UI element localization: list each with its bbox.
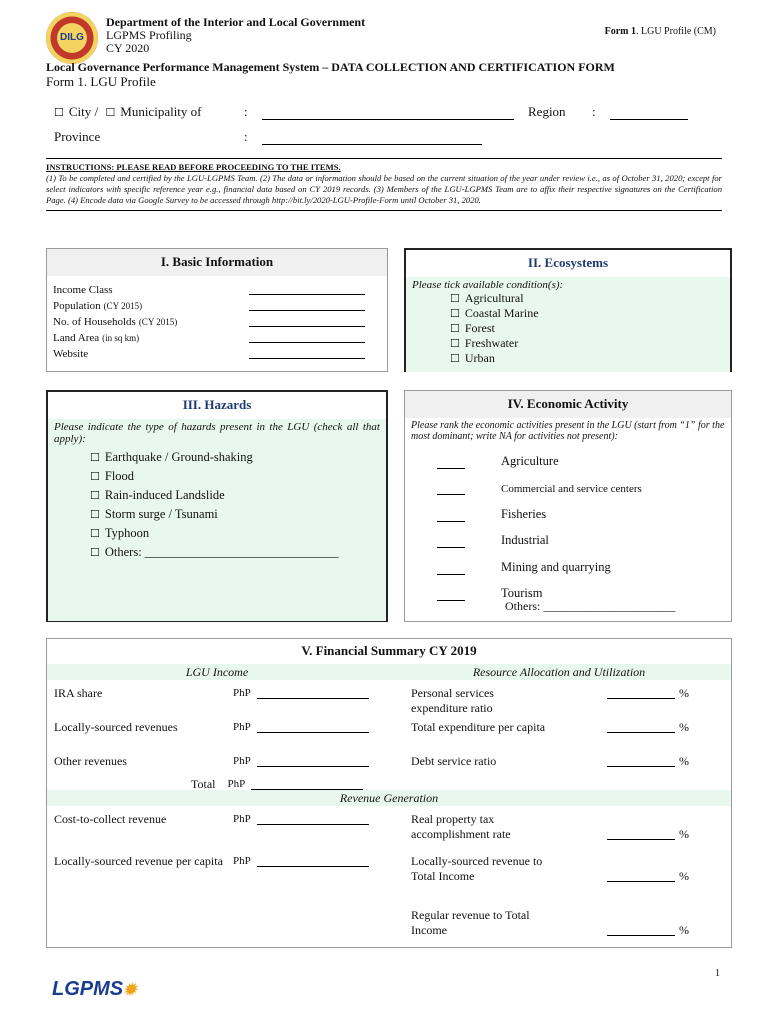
allocation-heading: Resource Allocation and Utilization	[387, 664, 731, 680]
financial-top-rows	[47, 680, 731, 790]
hazard-option[interactable]: ☐ Flood	[90, 469, 135, 483]
allocation-label: Total expenditure per capita	[411, 720, 546, 734]
economic-activity-row: Mining and quarrying	[411, 548, 725, 575]
php-field[interactable]: PhP	[233, 812, 369, 827]
basic-info-section	[46, 248, 388, 372]
instructions-body: (1) To be completed and certified by the LGU-LGPMS Team. (2) The data or information should be based on the current situation of the year under review i.e., as of October 31, 2020; except for select indicators with specific reference year e.g., financial data based on CY 2019 records. (3) Members of the LGU-LGPMS Team are to affix their respective signatures on the Certification Page. (4) Encode data via Google Survey to be accessed through http://bit.ly/2020-LGU-Profile-Form until October 31, 2020.	[46, 173, 722, 205]
region-input[interactable]	[610, 108, 688, 120]
colon: :	[244, 129, 248, 144]
economic-activity-row: Fisheries	[411, 495, 725, 522]
checkbox-icon[interactable]: ☐	[90, 546, 100, 559]
revenue-ratio-label: Regular revenue to Total Income	[411, 908, 530, 937]
ecosystems-section	[404, 248, 732, 372]
field-label: Website	[53, 348, 89, 360]
hazards-options	[54, 448, 380, 562]
hazard-option[interactable]: ☐ Earthquake / Ground-shaking	[90, 450, 253, 464]
revenue-ratio-label: Locally-sourced revenue to Total Income	[411, 854, 543, 883]
basic-info-row	[53, 314, 387, 330]
section-title: IV. Economic Activity	[405, 391, 731, 418]
hazard-option[interactable]: ☐ Others: _______________________________	[90, 545, 339, 559]
ecosystems-instruction: Please tick available condition(s):	[412, 279, 564, 291]
form-tag: Form 1. LGU Profile (CM)	[604, 26, 716, 37]
section-title: II. Ecosystems	[406, 250, 730, 277]
ecosystem-option[interactable]: ☐ Coastal Marine	[450, 306, 539, 320]
checkbox-icon[interactable]: ☐	[90, 527, 100, 540]
rank-input[interactable]	[437, 589, 465, 601]
seal-text: DILG	[60, 32, 84, 43]
economic-instruction: Please rank the economic activities present in the LGU (start from “1” for the most dominant; write NA for activities not present):	[411, 420, 725, 442]
section-title: I. Basic Information	[47, 249, 387, 276]
rank-input[interactable]	[437, 563, 465, 575]
instructions-heading: INSTRUCTIONS: PLEASE READ BEFORE PROCEEDING TO THE ITEMS.	[46, 162, 341, 172]
section-title: III. Hazards	[48, 392, 386, 419]
profiling-label: LGPMS Profiling	[106, 28, 192, 42]
ecosystem-option[interactable]: ☐ Urban	[450, 351, 495, 365]
allocation-label: Personal services expenditure ratio	[411, 686, 494, 715]
rank-input[interactable]	[437, 483, 465, 495]
department-name: Department of the Interior and Local Government	[106, 15, 366, 29]
hazard-option[interactable]: ☐ Typhoon	[90, 526, 150, 540]
percent-field[interactable]: %	[607, 923, 689, 938]
page-number: 1	[715, 968, 720, 979]
checkbox-icon[interactable]: ☐	[90, 470, 100, 483]
revenue-label: Locally-sourced revenue per capita	[54, 854, 223, 868]
ecosystem-option[interactable]: ☐ Forest	[450, 321, 495, 335]
checkbox-icon[interactable]: ☐	[90, 489, 100, 502]
header-block	[106, 16, 365, 55]
form-title: Form 1. LGU Profile	[46, 74, 156, 89]
php-field[interactable]: PhP	[233, 720, 369, 735]
hazards-instruction: Please indicate the type of hazards present in the LGU (check all that apply):	[54, 421, 380, 445]
economic-activity-row: Agriculture	[411, 442, 725, 469]
percent-field[interactable]: %	[607, 827, 689, 842]
colon: :	[592, 104, 596, 119]
basic-info-row	[53, 346, 387, 362]
sun-icon: ✹	[123, 982, 137, 999]
municipality-checkbox[interactable]: ☐	[105, 106, 116, 119]
field-label: Income Class	[53, 284, 113, 296]
instructions	[46, 158, 722, 211]
city-checkbox[interactable]: ☐	[54, 106, 64, 119]
checkbox-icon[interactable]: ☐	[90, 508, 100, 521]
field-label: Land Area (in sq km)	[53, 332, 140, 344]
field-input[interactable]	[249, 282, 365, 295]
basic-info-row	[53, 330, 387, 346]
economic-activities	[411, 442, 725, 601]
checkbox-icon[interactable]: ☐	[450, 337, 460, 350]
system-title: Local Governance Performance Management System – DATA COLLECTION AND CERTIFICATION FORM	[46, 60, 615, 74]
rank-input[interactable]	[437, 536, 465, 548]
hazard-option[interactable]: ☐ Storm surge / Tsunami	[90, 507, 218, 521]
php-field[interactable]: PhP	[233, 686, 369, 701]
section-title: V. Financial Summary CY 2019	[301, 643, 477, 658]
rank-input[interactable]	[437, 510, 465, 522]
field-input[interactable]	[249, 346, 365, 359]
field-input[interactable]	[249, 314, 365, 327]
income-label: Other revenues	[54, 754, 127, 768]
total-row[interactable]: Total PhP	[191, 777, 363, 792]
ecosystems-options	[412, 291, 724, 366]
percent-field[interactable]: %	[607, 869, 689, 884]
allocation-label: Debt service ratio	[411, 754, 497, 768]
dilg-seal	[46, 12, 98, 64]
checkbox-icon[interactable]: ☐	[90, 451, 100, 464]
percent-field[interactable]: %	[607, 720, 689, 735]
city-municipality-row: ☐ City / ☐ Municipality of	[54, 104, 202, 119]
colon: :	[244, 104, 248, 119]
hazards-section	[46, 390, 388, 622]
year-label: CY 2020	[106, 41, 150, 55]
field-label: Population (CY 2015)	[53, 300, 143, 312]
basic-info-fields	[47, 276, 387, 362]
economic-activity-row: Industrial	[411, 522, 725, 549]
lgu-income-heading: LGU Income	[47, 664, 387, 680]
hazard-option[interactable]: ☐ Rain-induced Landslide	[90, 488, 225, 502]
economic-activity-row: Tourism	[411, 575, 725, 602]
checkbox-icon[interactable]: ☐	[450, 352, 460, 365]
financial-section	[46, 638, 732, 948]
field-input[interactable]	[249, 298, 365, 311]
ecosystem-option[interactable]: ☐ Agricultural	[450, 291, 524, 305]
lgpms-logo: LGPMS✹	[52, 978, 137, 1000]
province-input[interactable]	[262, 133, 482, 145]
percent-field[interactable]: %	[607, 686, 689, 701]
percent-field[interactable]: %	[607, 754, 689, 769]
region-label: Region	[528, 104, 566, 119]
php-field[interactable]: PhP	[233, 754, 369, 769]
province-label: Province	[54, 129, 101, 144]
php-field[interactable]: PhP	[233, 854, 369, 869]
financial-bottom-rows	[47, 806, 731, 946]
revenue-heading: Revenue Generation	[47, 790, 731, 806]
basic-info-row	[53, 282, 387, 298]
rank-input[interactable]	[437, 457, 465, 469]
economic-others[interactable]: Others: ______________________	[505, 599, 676, 613]
municipality-input[interactable]	[262, 108, 514, 120]
checkbox-icon[interactable]: ☐	[450, 292, 460, 305]
basic-info-row	[53, 298, 387, 314]
revenue-ratio-label: Real property tax accomplishment rate	[411, 812, 511, 841]
checkbox-icon[interactable]: ☐	[450, 307, 460, 320]
checkbox-icon[interactable]: ☐	[450, 322, 460, 335]
field-input[interactable]	[249, 330, 365, 343]
income-label: Locally-sourced revenues	[54, 720, 178, 734]
revenue-label: Cost-to-collect revenue	[54, 812, 167, 826]
economic-activity-row: Commercial and service centers	[411, 469, 725, 496]
ecosystem-option[interactable]: ☐ Freshwater	[450, 336, 519, 350]
field-label: No. of Households (CY 2015)	[53, 316, 178, 328]
economic-section	[404, 390, 732, 622]
income-label: IRA share	[54, 686, 103, 700]
